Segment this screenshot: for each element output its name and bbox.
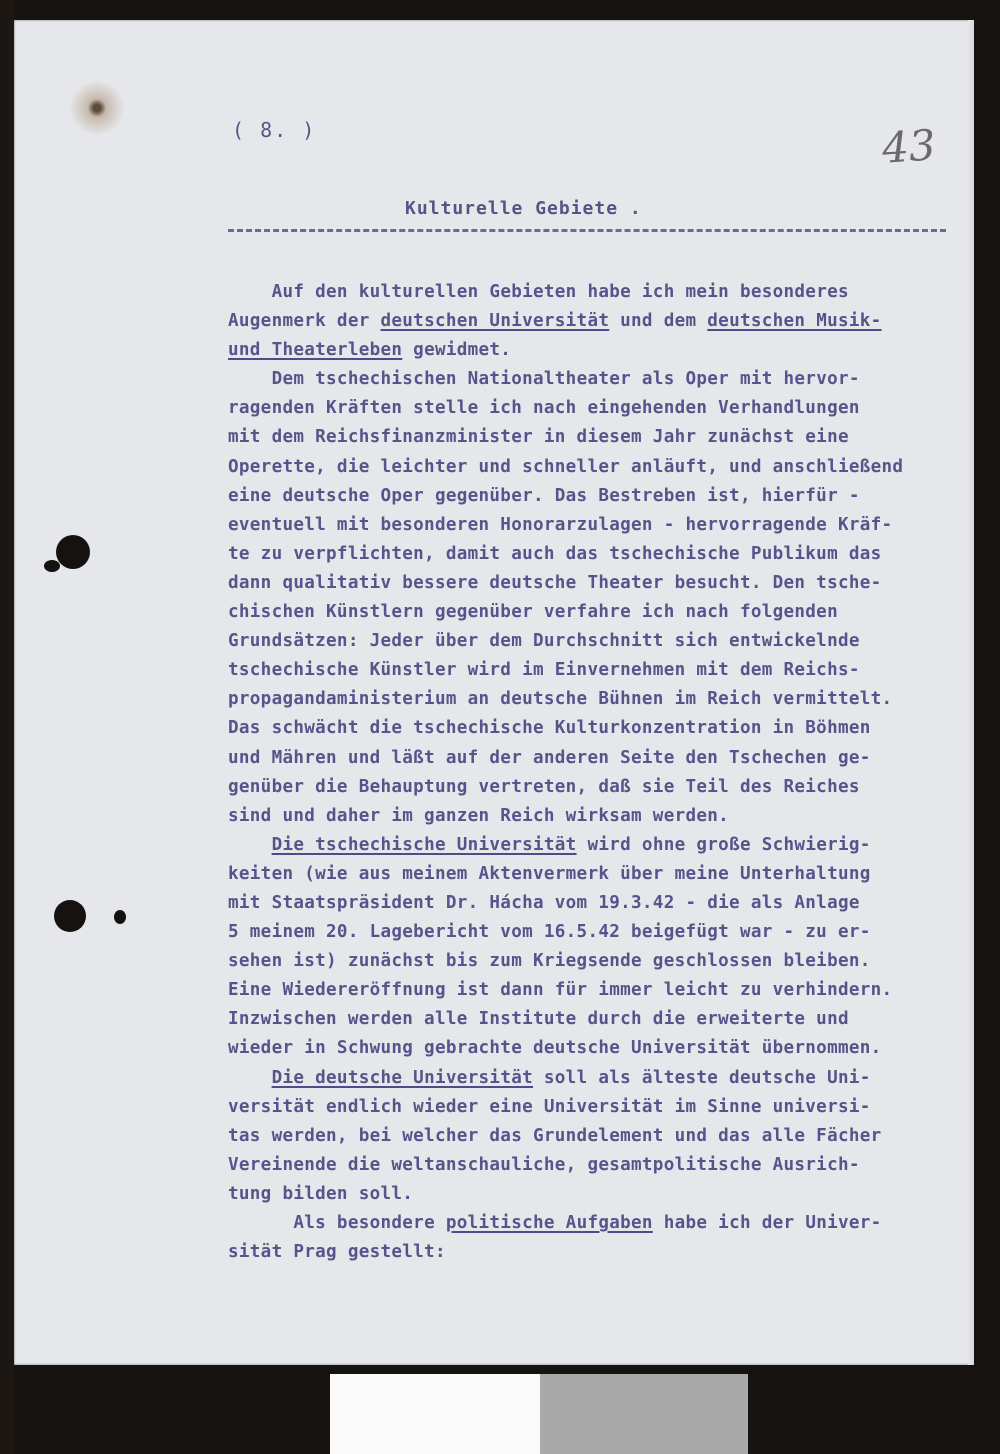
line-segment: mit Staatspräsident Dr. Hácha vom 19.3.42 - die als Anlage [228,892,860,913]
body-text [228,278,968,1267]
line-segment: tung bilden soll. [228,1183,414,1204]
line-segment: te zu verpflichten, damit auch das tschechische Publikum das [228,543,882,564]
underlined-phrase: deutschen Musik- [707,311,882,332]
heading-rule [228,229,946,232]
line-segment: sehen ist) zunächst bis zum Kriegsende geschlossen bleiben. [228,951,871,972]
punch-hole-top [56,535,90,569]
text-line [228,1034,968,1063]
text-line [228,569,968,598]
underlined-phrase: deutschen Universität [380,311,610,332]
text-line [228,773,968,802]
line-segment: keiten (wie aus meinem Aktenvermerk über meine Unterhaltung [228,863,871,884]
line-segment [228,835,272,855]
line-segment: Eine Wiedereröffnung ist dann für immer leicht zu verhindern. [228,980,893,1001]
text-line [228,685,968,714]
text-line [228,860,968,889]
line-segment: genüber die Behauptung vertreten, daß sie Teil des Reiches [228,776,860,797]
line-segment: Das schwächt die tschechische Kulturkonzentration in Böhmen [228,718,871,739]
section-heading: Kulturelle Gebiete . [405,198,642,219]
scan-calibration-white [330,1374,540,1454]
line-segment: Auf den kulturellen Gebieten habe ich mein besonderes [271,282,849,302]
text-line [228,278,968,307]
line-segment: wird ohne große Schwierig- [576,834,871,855]
line-segment: ragenden Kräften stelle ich nach eingehenden Verhandlungen [228,398,860,419]
page-number: ( 8. ) [232,118,317,142]
line-segment [228,1213,293,1233]
text-line [228,540,968,569]
line-segment: tschechische Künstler wird im Einvernehmen mit dem Reichs- [228,660,860,681]
text-line [228,1093,968,1122]
burn-stain [62,78,132,138]
text-line [228,1180,968,1209]
scan-calibration-gray [540,1374,748,1454]
line-segment: Grundsätzen: Jeder über dem Durchschnitt sich entwickelnde [228,631,860,652]
line-segment: gewidmet. [402,340,512,361]
line-segment: und Mähren und läßt auf der anderen Seite den Tschechen ge- [228,747,871,768]
line-segment: Operette, die leichter und schneller anläuft, und anschließend [228,456,904,477]
line-segment: sind und daher im ganzen Reich wirksam werden. [228,805,730,826]
punch-hole-bottom [54,900,86,932]
text-line [228,976,968,1005]
line-segment: mit dem Reichsfinanzminister in diesem Jahr zunächst eine [228,427,849,448]
line-segment: habe ich der Univer- [652,1213,882,1233]
line-segment: 5 meinem 20. Lagebericht vom 16.5.42 beigefügt war - zu er- [228,922,871,943]
text-line [228,918,968,947]
line-segment: Inzwischen werden alle Institute durch die erweiterte und [228,1009,849,1030]
text-line [228,1209,968,1238]
line-segment: Als besondere [293,1213,446,1233]
line-segment: dann qualitativ bessere deutsche Theater besucht. Den tsche- [228,572,882,593]
text-line [228,423,968,452]
text-line [228,656,968,685]
underlined-phrase: Die deutsche Universität [271,1067,533,1088]
text-line [228,1151,968,1180]
text-line [228,627,968,656]
line-segment: versität endlich wieder eine Universität im Sinne universi- [228,1096,871,1117]
page-edge [968,20,974,1365]
text-line [228,1122,968,1151]
line-segment: eine deutsche Oper gegenüber. Das Bestreben ist, hierfür - [228,485,860,506]
line-segment: sität Prag gestellt: [228,1242,446,1263]
line-segment: chischen Künstlern gegenüber verfahre ich nach folgenden [228,602,838,623]
punch-hole-bottom-tear [114,910,126,924]
line-segment: propagandaministerium an deutsche Bühnen im Reich vermittelt. [228,689,893,710]
line-segment [228,369,272,389]
text-line [228,511,968,540]
text-line [228,482,968,511]
line-segment: eventuell mit besonderen Honorarzulagen - hervorragende Kräf- [228,514,893,535]
text-line [228,802,968,831]
text-line [228,947,968,976]
text-line [228,598,968,627]
handwritten-folio-number: 43 [880,120,938,173]
text-line [228,714,968,743]
line-segment: soll als älteste deutsche Uni- [533,1067,871,1088]
text-line [228,831,968,860]
line-segment: wieder in Schwung gebrachte deutsche Universität übernommen. [228,1038,882,1059]
line-segment: tas werden, bei welcher das Grundelement und das alle Fächer [228,1125,882,1146]
line-segment: Augenmerk der [228,311,381,332]
scan-left-edge [0,0,14,1454]
text-line [228,336,968,365]
line-segment: Dem tschechischen Nationaltheater als Oper mit hervor- [271,369,860,390]
text-line [228,365,968,394]
line-segment: und dem [609,311,708,332]
line-segment: Vereinende die weltanschauliche, gesamtpolitische Ausrich- [228,1154,860,1175]
text-line [228,744,968,773]
line-segment [228,1068,272,1088]
text-line [228,307,968,336]
text-line [228,453,968,482]
text-line [228,1005,968,1034]
underlined-phrase: und Theaterleben [228,340,403,361]
underlined-phrase: politische Aufgaben [445,1213,653,1233]
text-line [228,394,968,423]
line-segment [228,282,272,302]
text-line [228,889,968,918]
punch-hole-top-tear [44,560,60,572]
underlined-phrase: Die tschechische Universität [271,834,577,855]
text-line [228,1064,968,1093]
text-line [228,1238,968,1267]
